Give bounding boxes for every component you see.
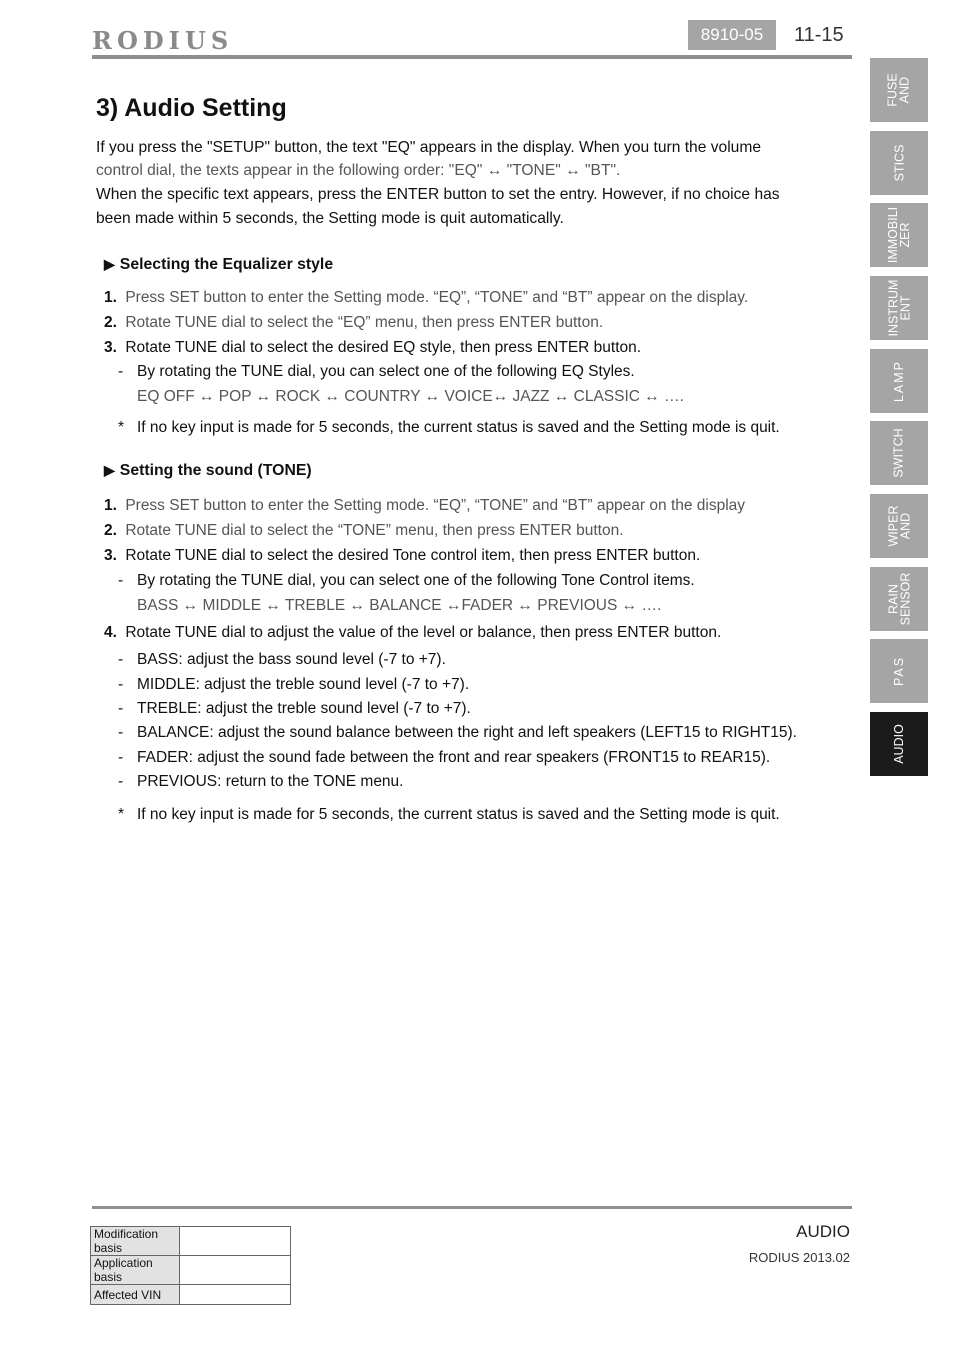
tab-label: LAMP xyxy=(891,359,906,403)
tone-step-1 xyxy=(104,495,852,517)
modification-table xyxy=(90,1226,291,1305)
triangle-bullet-icon: ▶ xyxy=(104,256,115,272)
section-code-badge: 8910-05 xyxy=(688,20,776,50)
intro-line-4: been made within 5 seconds, the Setting mode is quit automatically. xyxy=(96,210,564,227)
tab-audio[interactable] xyxy=(870,712,928,776)
step-number: 3. xyxy=(104,339,117,356)
tone-detail-item xyxy=(118,722,797,744)
note-text: If no key input is made for 5 seconds, the current status is saved and the Setting mode is quit. xyxy=(137,419,780,436)
dash-marker: - xyxy=(118,724,124,741)
step-text: Press SET button to enter the Setting mode. “EQ”, “TONE” and “BT” appear on the display. xyxy=(125,289,749,306)
triangle-bullet-icon: ▶ xyxy=(104,462,115,478)
tab-label: FUSE AND xyxy=(886,73,912,107)
intro-line-3: When the specific text appears, press the ENTER button to set the entry. However, if no choice has xyxy=(96,186,780,203)
detail-text: BASS: adjust the bass sound level (-7 to +7). xyxy=(137,651,446,668)
dash-text: By rotating the TUNE dial, you can select one of the following Tone Control items. xyxy=(137,572,695,589)
eq-options: EQ OFF ↔ POP ↔ ROCK ↔ COUNTRY ↔ VOICE↔ JAZZ ↔ CLASSIC ↔ …. xyxy=(137,388,684,405)
section-title: 3) Audio Setting xyxy=(96,94,287,122)
eq-note xyxy=(118,417,780,439)
tone-subheading xyxy=(104,462,312,480)
table-row xyxy=(91,1256,291,1285)
table-value xyxy=(180,1285,291,1305)
step-text: Rotate TUNE dial to select the desired Tone control item, then press ENTER button. xyxy=(125,547,701,564)
dash-marker: - xyxy=(118,363,124,380)
tab-instrument[interactable] xyxy=(870,276,928,340)
tone-detail-item xyxy=(118,747,770,769)
step-number: 3. xyxy=(104,547,117,564)
tab-label: STICS xyxy=(892,144,906,182)
footer-section-name: AUDIO xyxy=(796,1222,850,1241)
asterisk-marker: * xyxy=(118,419,125,436)
intro-line-1: If you press the "SETUP" button, the text "EQ" appears in the display. When you turn the volume xyxy=(96,139,762,156)
tab-pas[interactable] xyxy=(870,639,928,703)
eq-subheading-text: Selecting the Equalizer style xyxy=(119,256,334,273)
tone-detail-item xyxy=(118,771,403,793)
footer-model: RODIUS 2013.02 xyxy=(748,1250,850,1265)
tab-immobilizer[interactable] xyxy=(870,203,928,267)
tone-options: BASS ↔ MIDDLE ↔ TREBLE ↔ BALANCE ↔FADER ↔ PREVIOUS ↔ …. xyxy=(137,597,662,614)
tab-diagnostics[interactable] xyxy=(870,131,928,195)
tone-note xyxy=(118,804,780,826)
step-number: 1. xyxy=(104,497,117,514)
table-label: Modification basis xyxy=(91,1227,180,1256)
tab-label: WIPER AND xyxy=(885,505,912,547)
tab-label: RAIN SENSOR xyxy=(885,572,912,626)
tab-label: IMMOBILI ZER xyxy=(885,206,912,264)
step-text: Rotate TUNE dial to select the “EQ” menu, then press ENTER button. xyxy=(125,314,604,331)
header-divider xyxy=(92,55,852,59)
tab-switch[interactable] xyxy=(870,421,928,485)
tab-label: PAS xyxy=(892,655,906,687)
table-row xyxy=(91,1285,291,1305)
step-number: 2. xyxy=(104,522,117,539)
dash-text: By rotating the TUNE dial, you can select one of the following EQ Styles. xyxy=(137,363,635,380)
table-value xyxy=(180,1227,291,1256)
detail-text: BALANCE: adjust the sound balance between the right and left speakers (LEFT15 to RIGHT15). xyxy=(137,724,797,741)
tab-lamp[interactable] xyxy=(870,349,928,413)
table-value xyxy=(180,1256,291,1285)
eq-step-1 xyxy=(104,287,852,309)
tab-rain-sensor[interactable] xyxy=(870,567,928,631)
tone-step-2 xyxy=(104,520,852,542)
asterisk-marker: * xyxy=(118,806,125,823)
step-text: Press SET button to enter the Setting mode. “EQ”, “TONE” and “BT” appear on the display xyxy=(125,497,746,514)
detail-text: PREVIOUS: return to the TONE menu. xyxy=(137,773,404,790)
tab-label: INSTRUM ENT xyxy=(885,279,912,337)
table-label: Affected VIN xyxy=(91,1285,180,1305)
intro-line-2: control dial, the texts appear in the following order: "EQ" ↔ "TONE" ↔ "BT". xyxy=(96,162,621,179)
step-text: Rotate TUNE dial to select the “TONE” menu, then press ENTER button. xyxy=(125,522,624,539)
dash-marker: - xyxy=(118,773,124,790)
eq-subheading xyxy=(104,256,333,274)
note-text: If no key input is made for 5 seconds, the current status is saved and the Setting mode is quit. xyxy=(137,806,780,823)
page-number: 11-15 xyxy=(794,24,844,46)
tone-detail-item xyxy=(118,649,446,671)
tab-label: SWITCH xyxy=(892,428,906,478)
detail-text: MIDDLE: adjust the treble sound level (-7 to +7). xyxy=(137,676,470,693)
eq-step-3 xyxy=(104,337,852,359)
tone-subheading-text: Setting the sound (TONE) xyxy=(119,462,312,479)
detail-text: TREBLE: adjust the treble sound level (-7 to +7). xyxy=(137,700,471,717)
tone-detail-item xyxy=(118,698,471,720)
tone-dash-item xyxy=(118,570,695,592)
table-row xyxy=(91,1227,291,1256)
tone-step-4 xyxy=(104,622,852,644)
eq-dash-item xyxy=(118,361,635,383)
step-number: 2. xyxy=(104,314,117,331)
dash-marker: - xyxy=(118,749,124,766)
tab-label: AUDIO xyxy=(892,724,906,764)
dash-marker: - xyxy=(118,651,124,668)
step-number: 1. xyxy=(104,289,117,306)
brand-logo: RODIUS xyxy=(92,26,234,55)
dash-marker: - xyxy=(118,700,124,717)
tone-step-3 xyxy=(104,545,852,567)
footer-divider xyxy=(92,1206,852,1209)
table-label: Application basis xyxy=(91,1256,180,1285)
eq-step-2 xyxy=(104,312,852,334)
dash-marker: - xyxy=(118,572,124,589)
tone-detail-item xyxy=(118,674,469,696)
tab-wiper[interactable] xyxy=(870,494,928,558)
detail-text: FADER: adjust the sound fade between the front and rear speakers (FRONT15 to REAR15). xyxy=(137,749,771,766)
tab-fuse[interactable] xyxy=(870,58,928,122)
dash-marker: - xyxy=(118,676,124,693)
step-number: 4. xyxy=(104,624,117,641)
step-text: Rotate TUNE dial to select the desired EQ style, then press ENTER button. xyxy=(125,339,642,356)
step-text: Rotate TUNE dial to adjust the value of the level or balance, then press ENTER button. xyxy=(125,624,722,641)
